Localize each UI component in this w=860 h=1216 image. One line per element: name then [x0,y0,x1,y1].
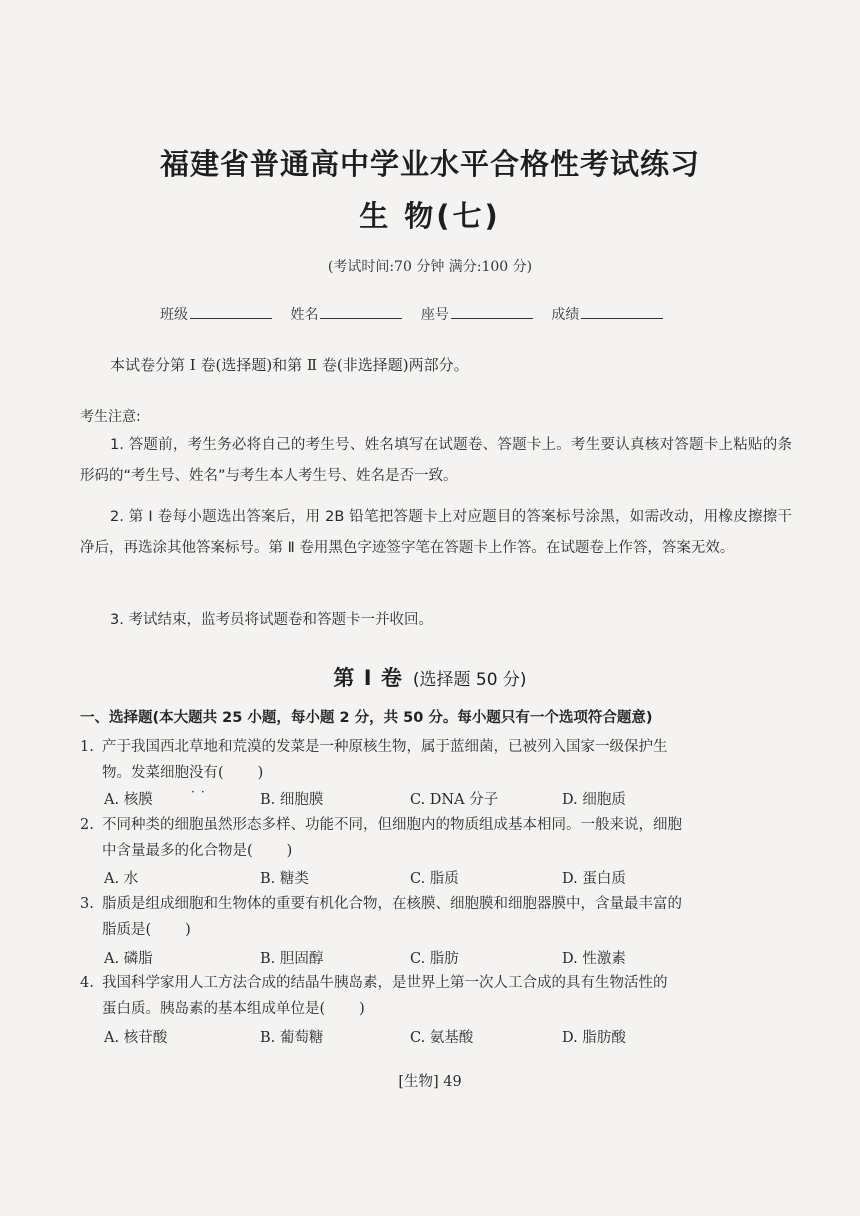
question-text: 我国科学家用人工方法合成的结晶牛胰岛素，是世界上第一次人工合成的具有生物活性的 [102,975,668,991]
notice-text: 3. 考试结束，监考员将试题卷和答题卡一并收回。 [110,612,433,628]
option-a: A. 磷脂 [104,951,153,967]
question-text: 中含量最多的化合物是( [102,843,253,859]
question-number: 2. [80,817,94,833]
field-class [160,304,272,324]
option-a: A. 核苷酸 [104,1030,168,1046]
field-label: 姓名 [290,307,319,323]
question-text: 不同种类的细胞虽然形态多样、功能不同，但细胞内的物质组成基本相同。一般来说，细胞 [102,817,682,833]
question-2 [80,812,794,864]
field-label: 成绩 [551,307,580,323]
option-d: D. 脂肪酸 [562,1030,626,1046]
question-number: 4. [80,975,94,991]
notice-title: 考生注意: [80,409,141,425]
question-number: 1. [80,739,94,755]
option-a: A. 核膜 [104,792,153,808]
exam-info: (考试时间:70 分钟 满分:100 分) [327,259,533,275]
option-c: C. 脂质 [410,871,459,887]
student-info-fields [160,304,720,324]
close-paren: ) [185,922,191,938]
field-label: 座号 [420,307,449,323]
question-text: 蛋白质。胰岛素的基本组成单位是( [102,1001,326,1017]
question-1 [80,734,794,786]
option-b: B. 胆固醇 [260,951,324,967]
section-heading: 一、选择题(本大题共 25 小题，每小题 2 分，共 50 分。每小题只有一个选项符合题意) [80,710,653,726]
question-number: 3. [80,896,94,912]
notice-item [80,430,792,492]
exam-title: 福建省普通高中学业水平合格性考试练习 [159,147,700,181]
blank-line [190,304,272,319]
option-d: D. 细胞质 [562,792,626,808]
blank-line [581,304,663,319]
blank-line [451,304,533,319]
part-title [0,662,860,692]
notice-text: 1. 答题前，考生务必将自己的考生号、姓名填写在试题卷、答题卡上。考生要认真核对答题卡上粘贴的条形码的“考生号、姓名”与考生本人考生号、姓名是否一致。 [80,437,792,484]
notice-text: 2. 第 Ⅰ 卷每小题选出答案后，用 2B 铅笔把答题卡上对应题目的答案标号涂黑，如需改动，用橡皮擦擦干净后，再选涂其他答案标号。第 Ⅱ 卷用黑色字迹签字笔在答题卡上作答。在试题卷上作答，答案无效。 [80,509,792,556]
field-score [551,304,663,324]
open-paren: ( [218,765,224,781]
notice-item [80,502,792,564]
close-paren: ) [359,1001,365,1017]
option-a: A. 水 [104,871,139,887]
page-footer: [生物] 49 [398,1074,462,1090]
question-4 [80,970,794,1022]
blank-line [320,304,402,319]
option-c: C. 脂肪 [410,951,459,967]
field-seat [421,304,533,324]
exam-subtitle: 生 物(七) [359,199,501,233]
close-paren: ) [257,765,264,781]
field-label: 班级 [160,307,188,323]
option-b: B. 糖类 [260,871,309,887]
part-title-main: 第 Ⅰ 卷 [333,666,403,690]
close-paren: ) [286,843,293,859]
part-title-sub: (选择题 50 分) [412,670,527,690]
option-d: D. 蛋白质 [562,871,626,887]
intro-text: 本试卷分第 Ⅰ 卷(选择题)和第 Ⅱ 卷(非选择题)两部分。 [110,356,469,374]
notice-item [80,605,792,636]
question-text: 脂质是( [102,922,152,938]
emphasized-word: 没有 ·· [189,765,218,781]
option-b: B. 葡萄糖 [260,1030,324,1046]
option-c: C. 氨基酸 [410,1030,474,1046]
option-b: B. 细胞膜 [260,792,324,808]
field-name [290,304,402,324]
option-c: C. DNA 分子 [410,792,499,808]
question-3 [80,891,794,943]
question-text: 物。发菜细胞 [102,765,189,781]
question-text: 产于我国西北草地和荒漠的发菜是一种原核生物，属于蓝细菌，已被列入国家一级保护生 [102,739,668,755]
option-d: D. 性激素 [562,951,626,967]
question-text: 脂质是组成细胞和生物体的重要有机化合物，在核膜、细胞膜和细胞器膜中，含量最丰富的 [102,896,682,912]
